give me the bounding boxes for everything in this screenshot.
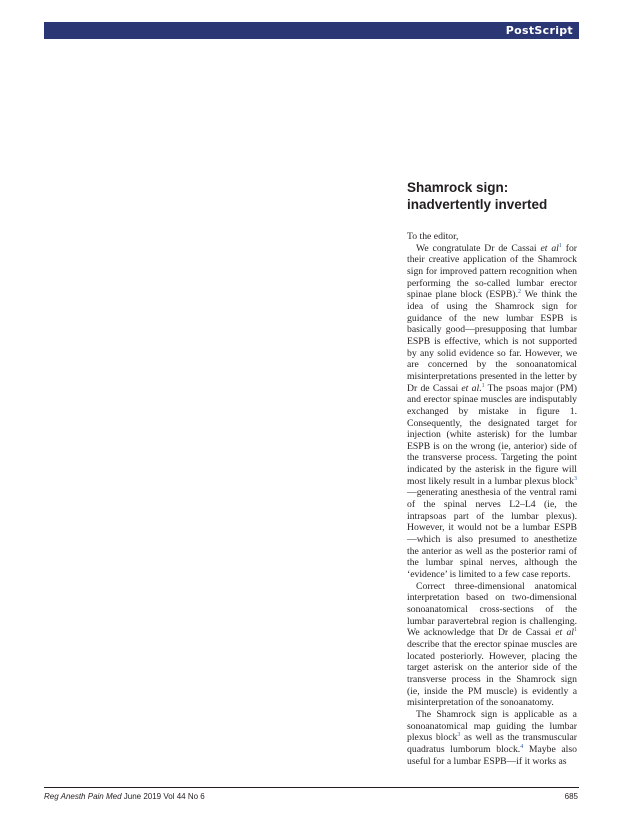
issue-info: June 2019 Vol 44 No 6 xyxy=(123,792,205,801)
paragraph-3-text-b: as well as the transmuscular quadratus lumborum block. xyxy=(407,732,577,755)
paragraph-3 xyxy=(407,709,577,767)
footer-rule xyxy=(44,787,579,788)
reference-link[interactable]: 3 xyxy=(574,475,577,482)
paragraph-3-text-a: The Shamrock sign is applicable as a sonoanatomical map guiding the lumbar plexus block xyxy=(407,708,577,744)
reference-link[interactable]: 4 xyxy=(520,743,524,750)
article-title xyxy=(407,179,582,213)
reference-link[interactable]: 1 xyxy=(574,627,577,634)
paragraph-1 xyxy=(407,243,577,581)
salutation: To the editor, xyxy=(407,231,459,242)
paragraph-2 xyxy=(407,581,577,709)
reference-link[interactable]: 1 xyxy=(558,242,562,249)
paragraph-1-text-d: . xyxy=(479,382,482,394)
reference-link[interactable]: 2 xyxy=(518,289,522,296)
section-header-bar xyxy=(44,22,579,39)
paragraph-1-text-c: We think the idea of using the Shamrock sign for guidance of the new lumbar ESPB is basically good—presupposing that lumbar ESPB is effective, which is not supported by any solid evidence so far. However, we are concerned by the sonoanatomical misinterpretations presented in the letter by Dr de Cassai xyxy=(407,289,577,394)
section-label: PostScript xyxy=(505,24,573,37)
article-body xyxy=(407,231,577,767)
article-title-line-2: inadvertently inverted xyxy=(407,197,548,212)
reference-link[interactable]: 1 xyxy=(481,382,485,389)
et-al: et al xyxy=(555,627,574,639)
paragraph-1-text-b: for their creative application of the Shamrock sign for improved pattern recognition when performing the so-called lumbar erector spinae plane block (ESPB). xyxy=(407,242,578,301)
paragraph-3-text-c: Maybe also useful for a lumbar ESPB—if it works as xyxy=(407,743,577,767)
reference-link[interactable]: 3 xyxy=(457,731,461,738)
paragraph-1-text-e: The psoas major (PM) and erector spinae muscles are indisputably exchanged by mistake in figure 1. Consequently, the designated target for injection (white asterisk) for the lumbar ESPB is on the wrong (ie, anterior) side of the transverse process. Targeting the point indicated by the asterisk in the figure will most likely result in a lumbar plexus block xyxy=(407,382,577,487)
footer-citation xyxy=(44,792,205,801)
paragraph-2-text-b: describe that the erector spinae muscles are located posteriorly. However, placing the target asterisk on the anterior side of the transverse process in the Shamrock sign (ie, inside the PM muscle) is evidently a misinterpretation of the sonoanatomy. xyxy=(407,638,577,709)
et-al: et al xyxy=(540,242,559,254)
paragraph-1-text-f: —generating anesthesia of the ventral rami of the spinal nerves L2–L4 (ie, the intrapsoas part of the lumbar plexus). However, it would not be a lumbar ESPB—which is also presumed to anesthetize the anterior as well as the posterior rami of the lumbar spinal nerves, although the ‘evidence’ is limited to a few case reports. xyxy=(407,487,577,581)
paragraph-2-text-a: Correct three-dimensional anatomical interpretation based on two-dimensional sonoanatomical cross-sections of the lumbar paravertebral region is challenging. We acknowledge that Dr de Cassai xyxy=(407,580,577,639)
et-al: et al xyxy=(461,382,480,394)
article-title-line-1: Shamrock sign: xyxy=(407,180,509,195)
paragraph-1-text-a: We congratulate Dr de Cassai xyxy=(416,242,541,254)
page-number: 685 xyxy=(564,792,578,801)
journal-name: Reg Anesth Pain Med xyxy=(44,792,122,801)
